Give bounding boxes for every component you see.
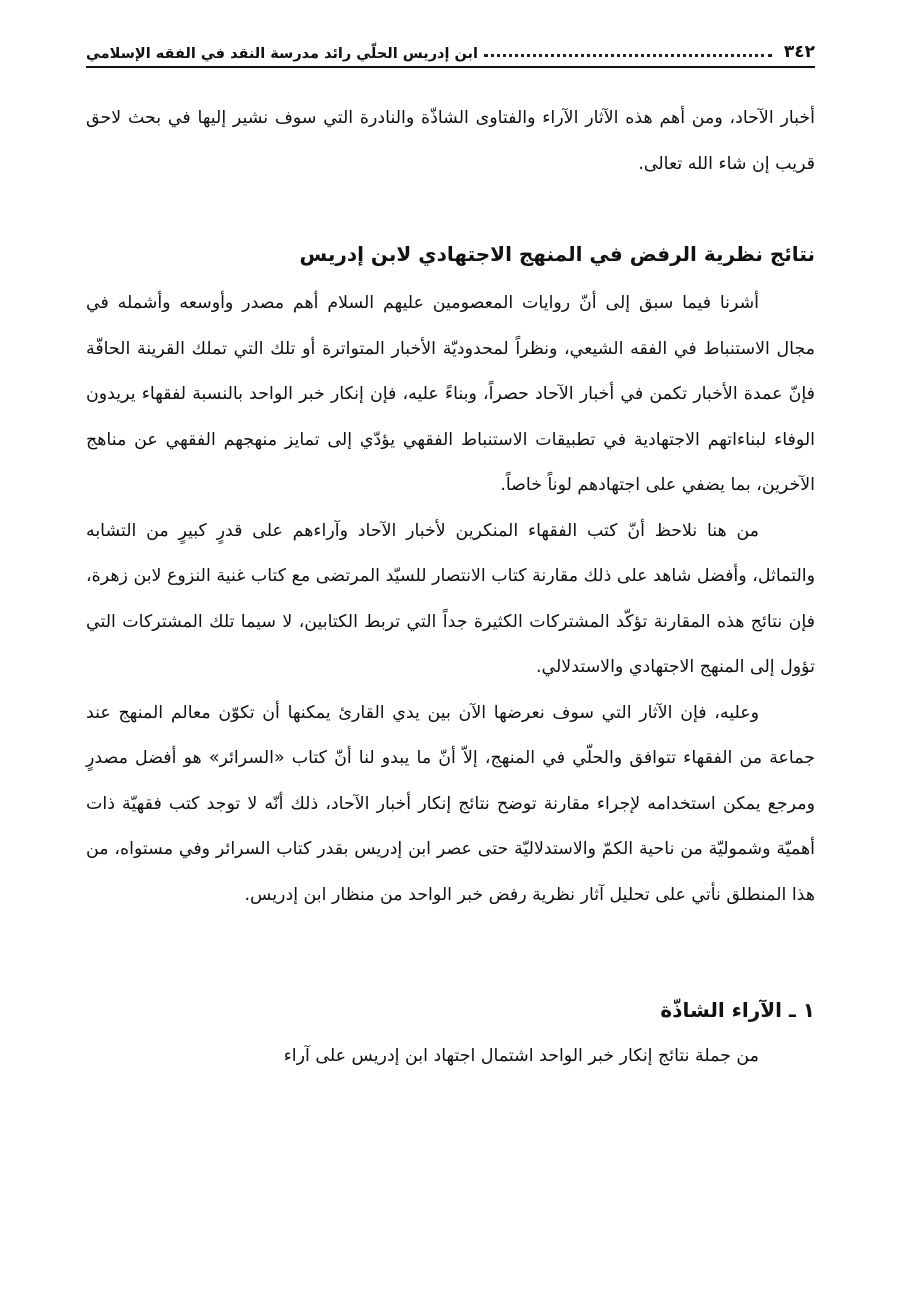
running-header bbox=[86, 32, 815, 62]
body-paragraph-2: من هنا نلاحظ أنّ كتب الفقهاء المنكرين لأخبار الآحاد وآراءهم على قدرٍ كبيرٍ من التشابه والتماثل، وأفضل شاهد على ذلك مقارنة كتاب الانتصار للسيّد المرتضى مع كتاب غنية النزوع لابن زهرة، فإن نتائج هذه المقارنة تؤكّد المشتركات الكثيرة جداً التي تربط الكتابين، لا سيما تلك المشتركات التي تؤول إلى المنهج الاجتهادي والاستدلالي. bbox=[86, 520, 815, 677]
body-paragraph-3: وعليه، فإن الآثار التي سوف نعرضها الآن بين يدي القارئ يمكنها أن تكوّن معالم المنهج عند جماعة من الفقهاء تتوافق والحلّي في المنهج، إلاّ أنّ ما يبدو لنا أنّ كتاب «السرائر» هو أفضل مصدرٍ ومرجع يمكن استخدامه لإجراء مقارنة توضح نتائج إنكار أخبار الآحاد، ذلك أنّه لا توجد كتب فقهيّة ذات أهميّة وشموليّة من ناحية الكمّ والاستدلاليّة حتى عصر ابن إدريس بقدر كتاب السرائر وفي مستواه، من هذا المنطلق نأتي على تحليل آثار نظرية رفض خبر الواحد من منظار ابن إدريس. bbox=[86, 702, 815, 905]
header-rule bbox=[86, 66, 815, 68]
body-paragraph-4: من جملة نتائج إنكار خبر الواحد اشتمال اجتهاد ابن إدريس على آراء bbox=[283, 1046, 759, 1066]
section-heading: نتائج نظرية الرفض في المنهج الاجتهادي لابن إدريس bbox=[299, 242, 815, 266]
page-number: ٣٤٢ bbox=[783, 42, 815, 62]
page-body bbox=[86, 96, 815, 1080]
header-dot-leader bbox=[484, 54, 772, 57]
running-title: ابن إدريس الحلّي رائد مدرسة النقد في الفقه الإسلامي bbox=[86, 46, 478, 62]
body-paragraph-1: أشرنا فيما سبق إلى أنّ روايات المعصومين عليهم السلام أهم مصدر وأوسعه وأشمله في مجال الاستنباط في الفقه الشيعي، ونظراً لمحدوديّة الأخبار المتواترة أو تلك التي تملك القرينة الحافّة فإنّ عمدة الأخبار تكمن في أخبار الآحاد حصراً، وبناءً عليه، فإن إنكار خبر الواحد بالنسبة لفقهاء يريدون الوفاء لبناءاتهم الاجتهادية في تطبيقات الاستنباط الفقهي يؤدّي إلى تمايز منهجهم الفقهي عن مناهج الآخرين، بما يضفي على اجتهادهم لوناً خاصاً. bbox=[86, 293, 815, 495]
carryover-paragraph: أخبار الآحاد، ومن أهم هذه الآثار الآراء والفتاوى الشاذّة والنادرة التي سوف نشير إليها في بحث لاحق قريب إن شاء الله تعالى. bbox=[86, 108, 815, 174]
subsection-heading: ١ ـ الآراء الشاذّة bbox=[660, 998, 815, 1022]
